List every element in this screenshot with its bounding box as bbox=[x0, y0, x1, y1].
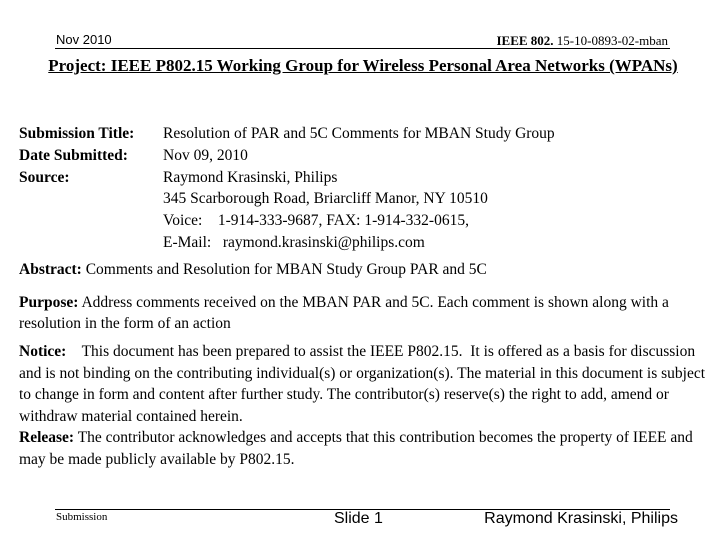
submission-info-table bbox=[19, 123, 555, 254]
source-label: Source: bbox=[19, 168, 70, 186]
header-doc-id: 15-10-0893-02-mban bbox=[556, 33, 668, 48]
source-address: 345 Scarborough Road, Briarcliff Manor, NY 10510 bbox=[163, 190, 488, 208]
header-divider bbox=[55, 48, 670, 49]
footer-slide-number: Slide 1 bbox=[334, 510, 383, 527]
header-date: Nov 2010 bbox=[56, 32, 112, 47]
project-title: Project: IEEE P802.15 Working Group for Wireless Personal Area Networks (WPANs) bbox=[48, 56, 678, 75]
submission-title-label: Submission Title: bbox=[19, 125, 135, 142]
footer-author: Raymond Krasinski, Philips bbox=[484, 510, 678, 527]
purpose-paragraph bbox=[19, 292, 712, 334]
source-email: E-Mail: raymond.krasinski@philips.com bbox=[163, 233, 425, 251]
notice-text: This document has been prepared to assist the IEEE P802.15. It is offered as a basis for discussion and is not binding on the contributing individual(s) or organization(s). The material in this document is subject to change in form and content after further study. The contributor(s) reserve(s) the right to add, amend or withdraw material contained herein. bbox=[19, 343, 709, 425]
abstract-text: Comments and Resolution for MBAN Study Group PAR and 5C bbox=[81, 261, 487, 278]
header-doc-number bbox=[496, 33, 668, 49]
footer-submission: Submission bbox=[56, 511, 108, 523]
abstract-paragraph bbox=[19, 259, 712, 280]
release-label: Release: bbox=[19, 429, 75, 446]
notice-label: Notice: bbox=[19, 343, 67, 360]
date-submitted-value: Nov 09, 2010 bbox=[163, 146, 248, 164]
date-submitted-label: Date Submitted: bbox=[19, 146, 128, 164]
release-text: The contributor acknowledges and accepts that this contribution becomes the property of IEEE and may be made publicly available by P802.15. bbox=[19, 429, 693, 468]
submission-info bbox=[19, 123, 555, 254]
purpose-label: Purpose: bbox=[19, 294, 79, 311]
source-voice: Voice: 1-914-333-9687, FAX: 1-914-332-0615, bbox=[163, 212, 469, 230]
source-name: Raymond Krasinski, Philips bbox=[163, 168, 338, 186]
abstract-label: Abstract: bbox=[19, 261, 82, 278]
purpose-text: Address comments received on the MBAN PAR and 5C. Each comment is shown along with a resolution in the form of an action bbox=[19, 294, 669, 332]
notice-paragraph bbox=[19, 341, 712, 470]
submission-title-value: Resolution of PAR and 5C Comments for MBAN Study Group bbox=[163, 125, 555, 142]
header-doc-prefix: IEEE 802. bbox=[496, 33, 554, 48]
